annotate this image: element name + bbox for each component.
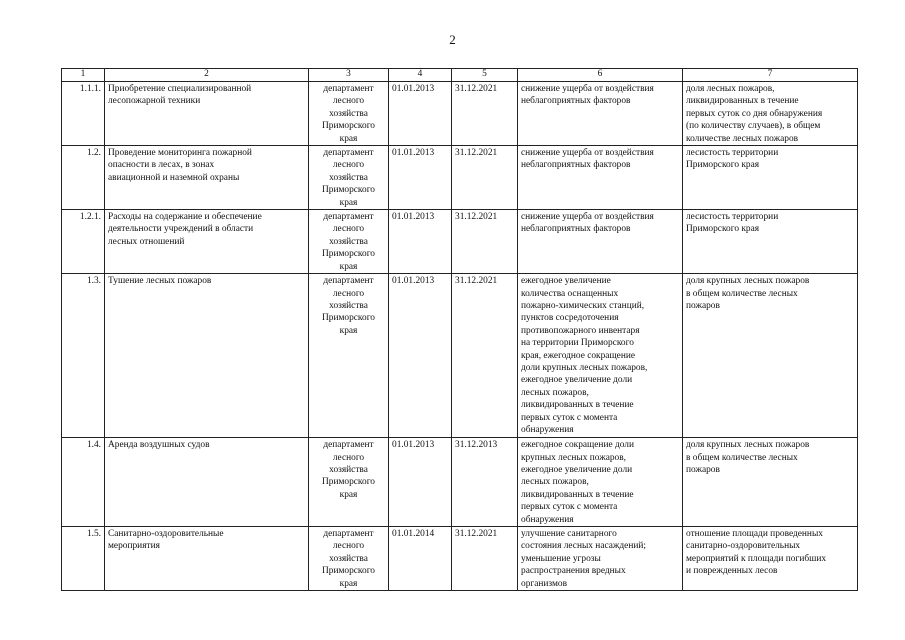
column-header: 4 — [389, 69, 452, 82]
column-header: 3 — [309, 69, 389, 82]
expected-result: улучшение санитарного состояния лесных насаждений; уменьшение угрозы распространения вредных организмов — [518, 526, 683, 590]
executor: департамент лесного хозяйства Приморского края — [309, 210, 389, 274]
column-header: 1 — [62, 69, 105, 82]
start-date: 01.01.2013 — [389, 82, 452, 146]
expected-result: снижение ущерба от воздействия неблагоприятных факторов — [518, 146, 683, 210]
start-date: 01.01.2013 — [389, 210, 452, 274]
executor: департамент лесного хозяйства Приморского края — [309, 274, 389, 438]
indicator: доля крупных лесных пожаров в общем количестве лесных пожаров — [683, 274, 858, 438]
measure-name: Санитарно-оздоровительные мероприятия — [105, 526, 309, 590]
end-date: 31.12.2021 — [452, 274, 518, 438]
table-row — [62, 274, 858, 438]
indicator: лесистость территории Приморского края — [683, 146, 858, 210]
column-header: 7 — [683, 69, 858, 82]
row-number: 1.3. — [62, 274, 105, 438]
row-number: 1.5. — [62, 526, 105, 590]
measure-name: Расходы на содержание и обеспечение деятельности учреждений в области лесных отношений — [105, 210, 309, 274]
row-number: 1.4. — [62, 438, 105, 527]
indicator: доля лесных пожаров, ликвидированных в течение первых суток со дня обнаружения (по количеству случаев), в общем количестве лесных пожаров — [683, 82, 858, 146]
start-date: 01.01.2013 — [389, 146, 452, 210]
end-date: 31.12.2021 — [452, 82, 518, 146]
executor: департамент лесного хозяйства Приморского края — [309, 82, 389, 146]
table-row — [62, 210, 858, 274]
start-date: 01.01.2013 — [389, 274, 452, 438]
end-date: 31.12.2021 — [452, 526, 518, 590]
row-number: 1.1.1. — [62, 82, 105, 146]
end-date: 31.12.2021 — [452, 146, 518, 210]
row-number: 1.2. — [62, 146, 105, 210]
start-date: 01.01.2014 — [389, 526, 452, 590]
table-row — [62, 438, 858, 527]
table-row — [62, 146, 858, 210]
measure-name: Тушение лесных пожаров — [105, 274, 309, 438]
expected-result: снижение ущерба от воздействия неблагоприятных факторов — [518, 210, 683, 274]
end-date: 31.12.2021 — [452, 210, 518, 274]
indicator: лесистость территории Приморского края — [683, 210, 858, 274]
executor: департамент лесного хозяйства Приморского края — [309, 438, 389, 527]
measure-name: Приобретение специализированной лесопожарной техники — [105, 82, 309, 146]
start-date: 01.01.2013 — [389, 438, 452, 527]
expected-result: ежегодное сокращение доли крупных лесных пожаров, ежегодное увеличение доли лесных пожаров, ликвидированных в течение первых суток с момента обнаружения — [518, 438, 683, 527]
column-header: 5 — [452, 69, 518, 82]
table-row — [62, 82, 858, 146]
row-number: 1.2.1. — [62, 210, 105, 274]
executor: департамент лесного хозяйства Приморского края — [309, 146, 389, 210]
column-header: 2 — [105, 69, 309, 82]
expected-result: снижение ущерба от воздействия неблагоприятных факторов — [518, 82, 683, 146]
program-measures-table — [61, 68, 858, 591]
end-date: 31.12.2013 — [452, 438, 518, 527]
indicator: отношение площади проведенных санитарно-оздоровительных мероприятий к площади погибших и поврежденных лесов — [683, 526, 858, 590]
measure-name: Аренда воздушных судов — [105, 438, 309, 527]
indicator: доля крупных лесных пожаров в общем количестве лесных пожаров — [683, 438, 858, 527]
expected-result: ежегодное увеличение количества оснащенных пожарно-химических станций, пунктов сосредоточения противопожарного инвентаря на территории Приморского края, ежегодное сокращение доли крупных лесных пожаров, ежегодное увеличение доли лесных пожаров, ликвидированных в течение первых суток с момента обнаружения — [518, 274, 683, 438]
page-number: 2 — [449, 32, 456, 47]
column-header: 6 — [518, 69, 683, 82]
executor: департамент лесного хозяйства Приморского края — [309, 526, 389, 590]
header-row — [62, 69, 858, 82]
table-row — [62, 526, 858, 590]
measure-name: Проведение мониторинга пожарной опасности в лесах, в зонах авиационной и наземной охраны — [105, 146, 309, 210]
